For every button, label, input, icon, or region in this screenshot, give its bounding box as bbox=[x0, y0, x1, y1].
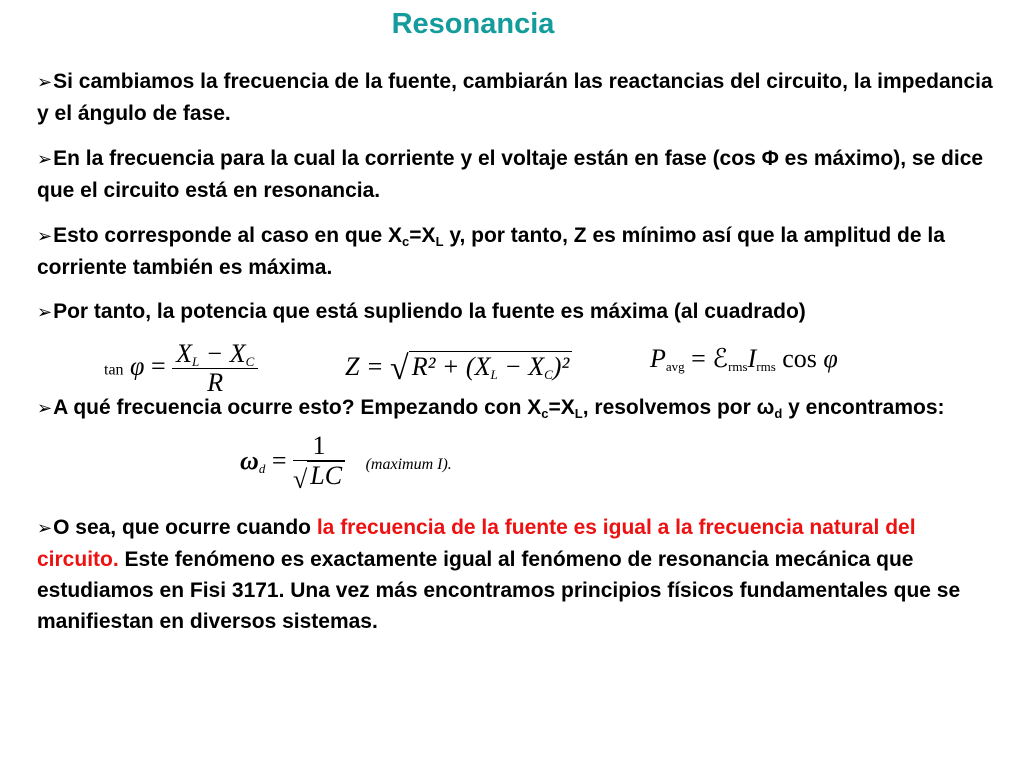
bullet-4 bbox=[37, 296, 997, 328]
eq-tan-fraction bbox=[172, 340, 258, 397]
subscript: d bbox=[258, 460, 266, 476]
eq-z-body: R² + (X bbox=[411, 352, 491, 381]
bullet-4-text: Por tanto, la potencia que está supliendo la fuente es máxima (al cuadrado) bbox=[53, 300, 806, 323]
eq-p-lhs: P bbox=[650, 344, 666, 373]
subscript: C bbox=[245, 354, 255, 369]
eq-w-lhs: ω bbox=[240, 445, 259, 475]
eq-tan-label: tan bbox=[104, 361, 124, 379]
subscript: C bbox=[544, 367, 553, 382]
equation-impedance bbox=[345, 350, 572, 388]
bullet-arrow-icon: ➢ bbox=[37, 518, 53, 538]
equation-power bbox=[650, 344, 838, 374]
eq-tan-den: R bbox=[207, 368, 224, 397]
eq-p-phi: φ bbox=[823, 344, 838, 373]
subscript: avg bbox=[665, 359, 685, 374]
subscript: L bbox=[490, 367, 498, 382]
subscript: L bbox=[192, 354, 200, 369]
bullet-3-text-b: =X bbox=[409, 224, 436, 247]
sqrt-icon: √ bbox=[390, 350, 409, 387]
subscript: rms bbox=[728, 359, 748, 374]
bullet-arrow-icon: ➢ bbox=[37, 302, 53, 322]
bullet-arrow-icon: ➢ bbox=[37, 149, 53, 169]
equation-omega bbox=[240, 432, 452, 494]
slide-title: Resonancia bbox=[391, 8, 555, 40]
eq-w-note: (maximum I). bbox=[365, 455, 452, 473]
bullet-1-text: Si cambiamos la frecuencia de la fuente, cambiarán las reactancias del circuito, la impedancia y el ángulo de fase. bbox=[37, 70, 993, 125]
bullet-5-text-a: A qué frecuencia ocurre esto? Empezando con X bbox=[53, 396, 542, 419]
bullet-6 bbox=[37, 512, 997, 637]
subscript: d bbox=[774, 406, 783, 421]
bullet-5-text-c: , resolvemos por ω bbox=[582, 396, 775, 419]
eq-w-num: 1 bbox=[293, 432, 345, 461]
bullet-3-text-a: Esto corresponde al caso en que X bbox=[53, 224, 403, 247]
eq-z-mid: − X bbox=[497, 352, 545, 381]
bullet-3 bbox=[37, 220, 997, 283]
bullet-5-text-b: =X bbox=[548, 396, 575, 419]
eq-tan-num-minus: − X bbox=[199, 339, 246, 368]
bullet-6-text-b: Este fenómeno es exactamente igual al fenómeno de resonancia mecánica que estudiamos en Fisi 3171. Una vez más encontramos principios físicos fundamentales que se manifiestan en diversos sistemas. bbox=[37, 548, 961, 633]
bullet-arrow-icon: ➢ bbox=[37, 398, 53, 418]
bullet-3-text-c: y, por tanto, Z es mínimo así que la amplitud de la corriente también es máxima. bbox=[37, 224, 945, 279]
bullet-5-text-d: y encontramos: bbox=[782, 396, 945, 419]
eq-p-i: I bbox=[747, 344, 757, 373]
eq-z-lhs: Z = bbox=[345, 352, 384, 381]
eq-p-emf: = ℰ bbox=[684, 344, 729, 373]
eq-w-den: LC bbox=[307, 461, 345, 490]
subscript: L bbox=[435, 234, 444, 249]
subscript: c bbox=[541, 406, 549, 421]
bullet-6-text-a: O sea, que ocurre cuando bbox=[53, 516, 317, 539]
bullet-arrow-icon: ➢ bbox=[37, 72, 53, 92]
eq-w-fraction bbox=[293, 432, 345, 494]
subscript: c bbox=[402, 234, 410, 249]
bullet-2 bbox=[37, 143, 997, 206]
eq-tan-equals: = bbox=[150, 351, 166, 381]
eq-tan-num-x: X bbox=[176, 339, 192, 368]
subscript: L bbox=[574, 406, 583, 421]
eq-z-end: )² bbox=[552, 352, 570, 381]
bullet-6-highlight: la frecuencia de la fuente es igual a la frecuencia natural del circuito. bbox=[37, 516, 916, 571]
bullet-2-text: En la frecuencia para la cual la corriente y el voltaje están en fase (cos Φ es máximo), se dice que el circuito está en resonancia. bbox=[37, 147, 984, 202]
sqrt-icon: √ bbox=[292, 465, 308, 494]
bullet-arrow-icon: ➢ bbox=[37, 226, 53, 246]
subscript: rms bbox=[756, 359, 776, 374]
bullet-1 bbox=[37, 66, 997, 129]
eq-tan-phi: φ bbox=[130, 351, 145, 381]
bullet-5 bbox=[37, 392, 997, 424]
eq-w-eq: = bbox=[265, 445, 293, 475]
eq-p-cos: cos bbox=[775, 344, 824, 373]
equation-tan-phi bbox=[104, 340, 258, 397]
